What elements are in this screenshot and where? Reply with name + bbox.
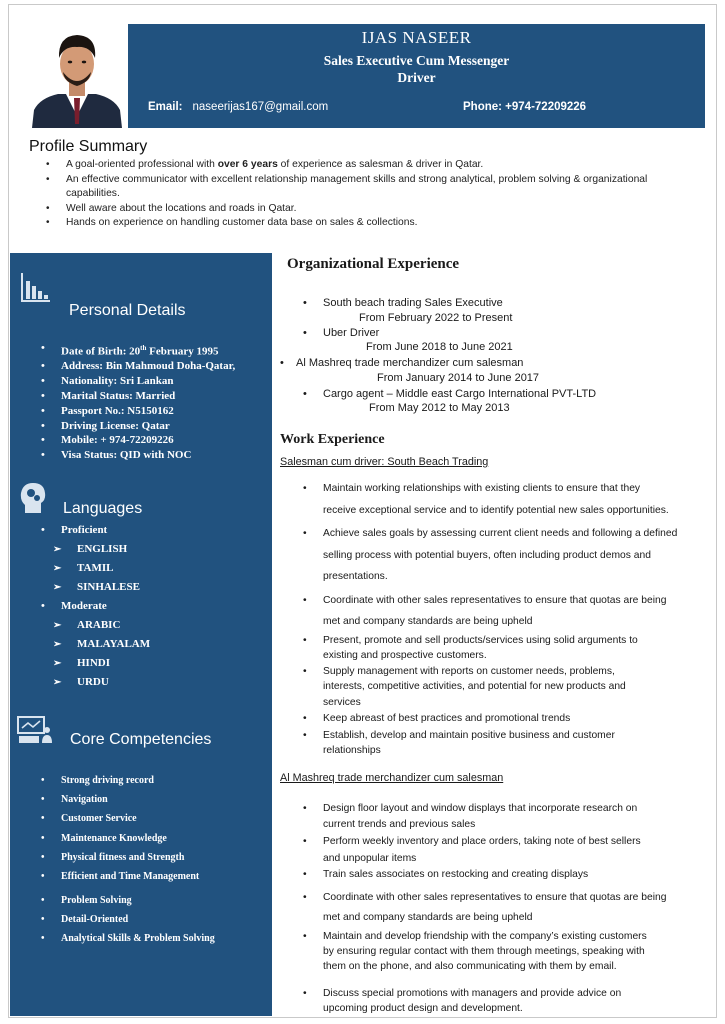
profile-summary-list — [46, 158, 686, 231]
list-item: • Efficient and Time Management — [39, 867, 264, 891]
list-item: • Date of Birth: 20th February 1995 — [39, 341, 269, 359]
org-period: From January 2014 to June 2017 — [377, 372, 540, 384]
job-title: Al Mashreq trade merchandizer cum salesman — [280, 772, 504, 784]
list-item: • Passport No.: N5150162 — [39, 404, 269, 419]
language-item: ➢ SINHALESE — [39, 578, 259, 597]
list-item: • Problem Solving — [39, 891, 264, 910]
list-item: • Design floor layout and window displays that incorporate research on current trends and previous sales — [302, 801, 702, 832]
language-item: ➢ URDU — [39, 673, 259, 692]
language-item: ➢ MALAYALAM — [39, 635, 259, 654]
header-banner — [128, 24, 705, 128]
list-item: • Visa Status: QID with NOC — [39, 448, 269, 463]
language-item: ➢ ENGLISH — [39, 540, 259, 559]
list-item: • Driving License: Qatar — [39, 419, 269, 434]
list-item: • Train sales associates on restocking and creating displays — [302, 867, 702, 884]
language-item: ➢ HINDI — [39, 654, 259, 673]
list-item: • Discuss special promotions with managers and provide advice on upcoming product design and development. — [302, 986, 702, 1017]
list-item: • Coordinate with other sales representatives to ensure that quotas are being met and company standards are being upheld — [302, 888, 702, 929]
languages-title: Languages — [63, 500, 143, 517]
candidate-name: IJAS NASEER — [361, 28, 472, 47]
org-period: From May 2012 to May 2013 — [369, 402, 510, 414]
org-experience-title: Organizational Experience — [287, 256, 460, 272]
job-duties-list — [302, 801, 702, 1017]
personal-details-title: Personal Details — [69, 302, 186, 319]
email — [148, 101, 328, 113]
list-item: • Perform weekly inventory and place orders, taking note of best sellers and unpopular items — [302, 834, 702, 867]
org-entry: • Cargo agent – Middle east Cargo International PVT-LTD — [303, 388, 597, 400]
list-item: • Physical fitness and Strength — [39, 848, 264, 867]
email-value[interactable]: naseerijas167@gmail.com — [192, 101, 329, 113]
sidebar — [10, 253, 272, 1016]
languages-list — [39, 521, 259, 692]
language-item: ➢ ARABIC — [39, 616, 259, 635]
list-item: • Detail-Oriented — [39, 910, 264, 929]
head-gears-icon — [19, 481, 47, 520]
list-item: • Customer Service — [39, 809, 264, 828]
list-item: • Establish, develop and maintain positive business and customer relationships — [302, 728, 702, 759]
list-item: • Address: Bin Mahmoud Doha-Qatar, — [39, 359, 269, 374]
core-competencies-title: Core Competencies — [70, 731, 212, 748]
list-item: • An effective communicator with excellent relationship management skills and strong analytical, problem solving & organizational capabilities. — [46, 173, 686, 202]
list-item: • Maintain and develop friendship with the company’s existing customers by ensuring regular contact with them through meetings, speaking with them on the phone, and also communicating with them by email. — [302, 929, 702, 974]
presentation-icon — [17, 716, 55, 749]
list-item: • Maintenance Knowledge — [39, 829, 264, 848]
org-period: From June 2018 to June 2021 — [366, 341, 513, 353]
list-item: • Nationality: Sri Lankan — [39, 374, 269, 389]
list-item: • Mobile: + 974-72209226 — [39, 433, 269, 448]
list-item: • Achieve sales goals by assessing current client needs and following a defined selling process with potential buyers, often including product demos and presentations. — [302, 523, 702, 588]
org-period: From February 2022 to Present — [359, 312, 513, 324]
org-entry: • South beach trading Sales Executive — [303, 297, 503, 309]
phone: Phone: +974-72209226 — [463, 101, 587, 113]
profile-photo — [28, 24, 126, 128]
bar-chart-icon — [20, 271, 52, 310]
org-entry: • Uber Driver — [303, 327, 380, 339]
profile-summary-title: Profile Summary — [29, 138, 148, 155]
candidate-role: Sales Executive Cum Messenger Driver — [323, 53, 510, 85]
language-level: • Moderate — [39, 597, 259, 616]
language-item: ➢ TAMIL — [39, 559, 259, 578]
list-item: • Present, promote and sell products/services using solid arguments to existing and prospective customers. — [302, 633, 702, 664]
list-item: • Marital Status: Married — [39, 389, 269, 404]
list-item: • Analytical Skills & Problem Solving — [39, 929, 264, 948]
list-item: • Keep abreast of best practices and promotional trends — [302, 711, 702, 727]
list-item: • Maintain working relationships with existing clients to ensure that they receive exceptional service and to identify potential new sales opportunities. — [302, 478, 702, 521]
list-item: • Strong driving record — [39, 771, 264, 790]
list-item: • Coordinate with other sales representatives to ensure that quotas are being met and company standards are being upheld — [302, 590, 702, 633]
list-item: • Hands on experience on handling customer data base on sales & collections. — [46, 216, 686, 231]
core-competencies-list — [39, 771, 264, 949]
job-title: Salesman cum driver: South Beach Trading — [280, 456, 489, 468]
list-item: • Navigation — [39, 790, 264, 809]
list-item: • Well aware about the locations and roads in Qatar. — [46, 202, 686, 217]
job-duties-list — [302, 478, 702, 759]
list-item: • Supply management with reports on customer needs, problems, interests, competitive activities, and potential for new products and services — [302, 664, 702, 711]
language-level: • Proficient — [39, 521, 259, 540]
org-entry: • Al Mashreq trade merchandizer cum salesman — [280, 357, 524, 369]
email-label: Email: — [148, 101, 183, 113]
list-item: • A goal-oriented professional with over 6 years of experience as salesman & driver in Qatar. — [46, 158, 686, 173]
personal-details-list — [39, 341, 269, 463]
work-experience-title: Work Experience — [280, 432, 385, 447]
